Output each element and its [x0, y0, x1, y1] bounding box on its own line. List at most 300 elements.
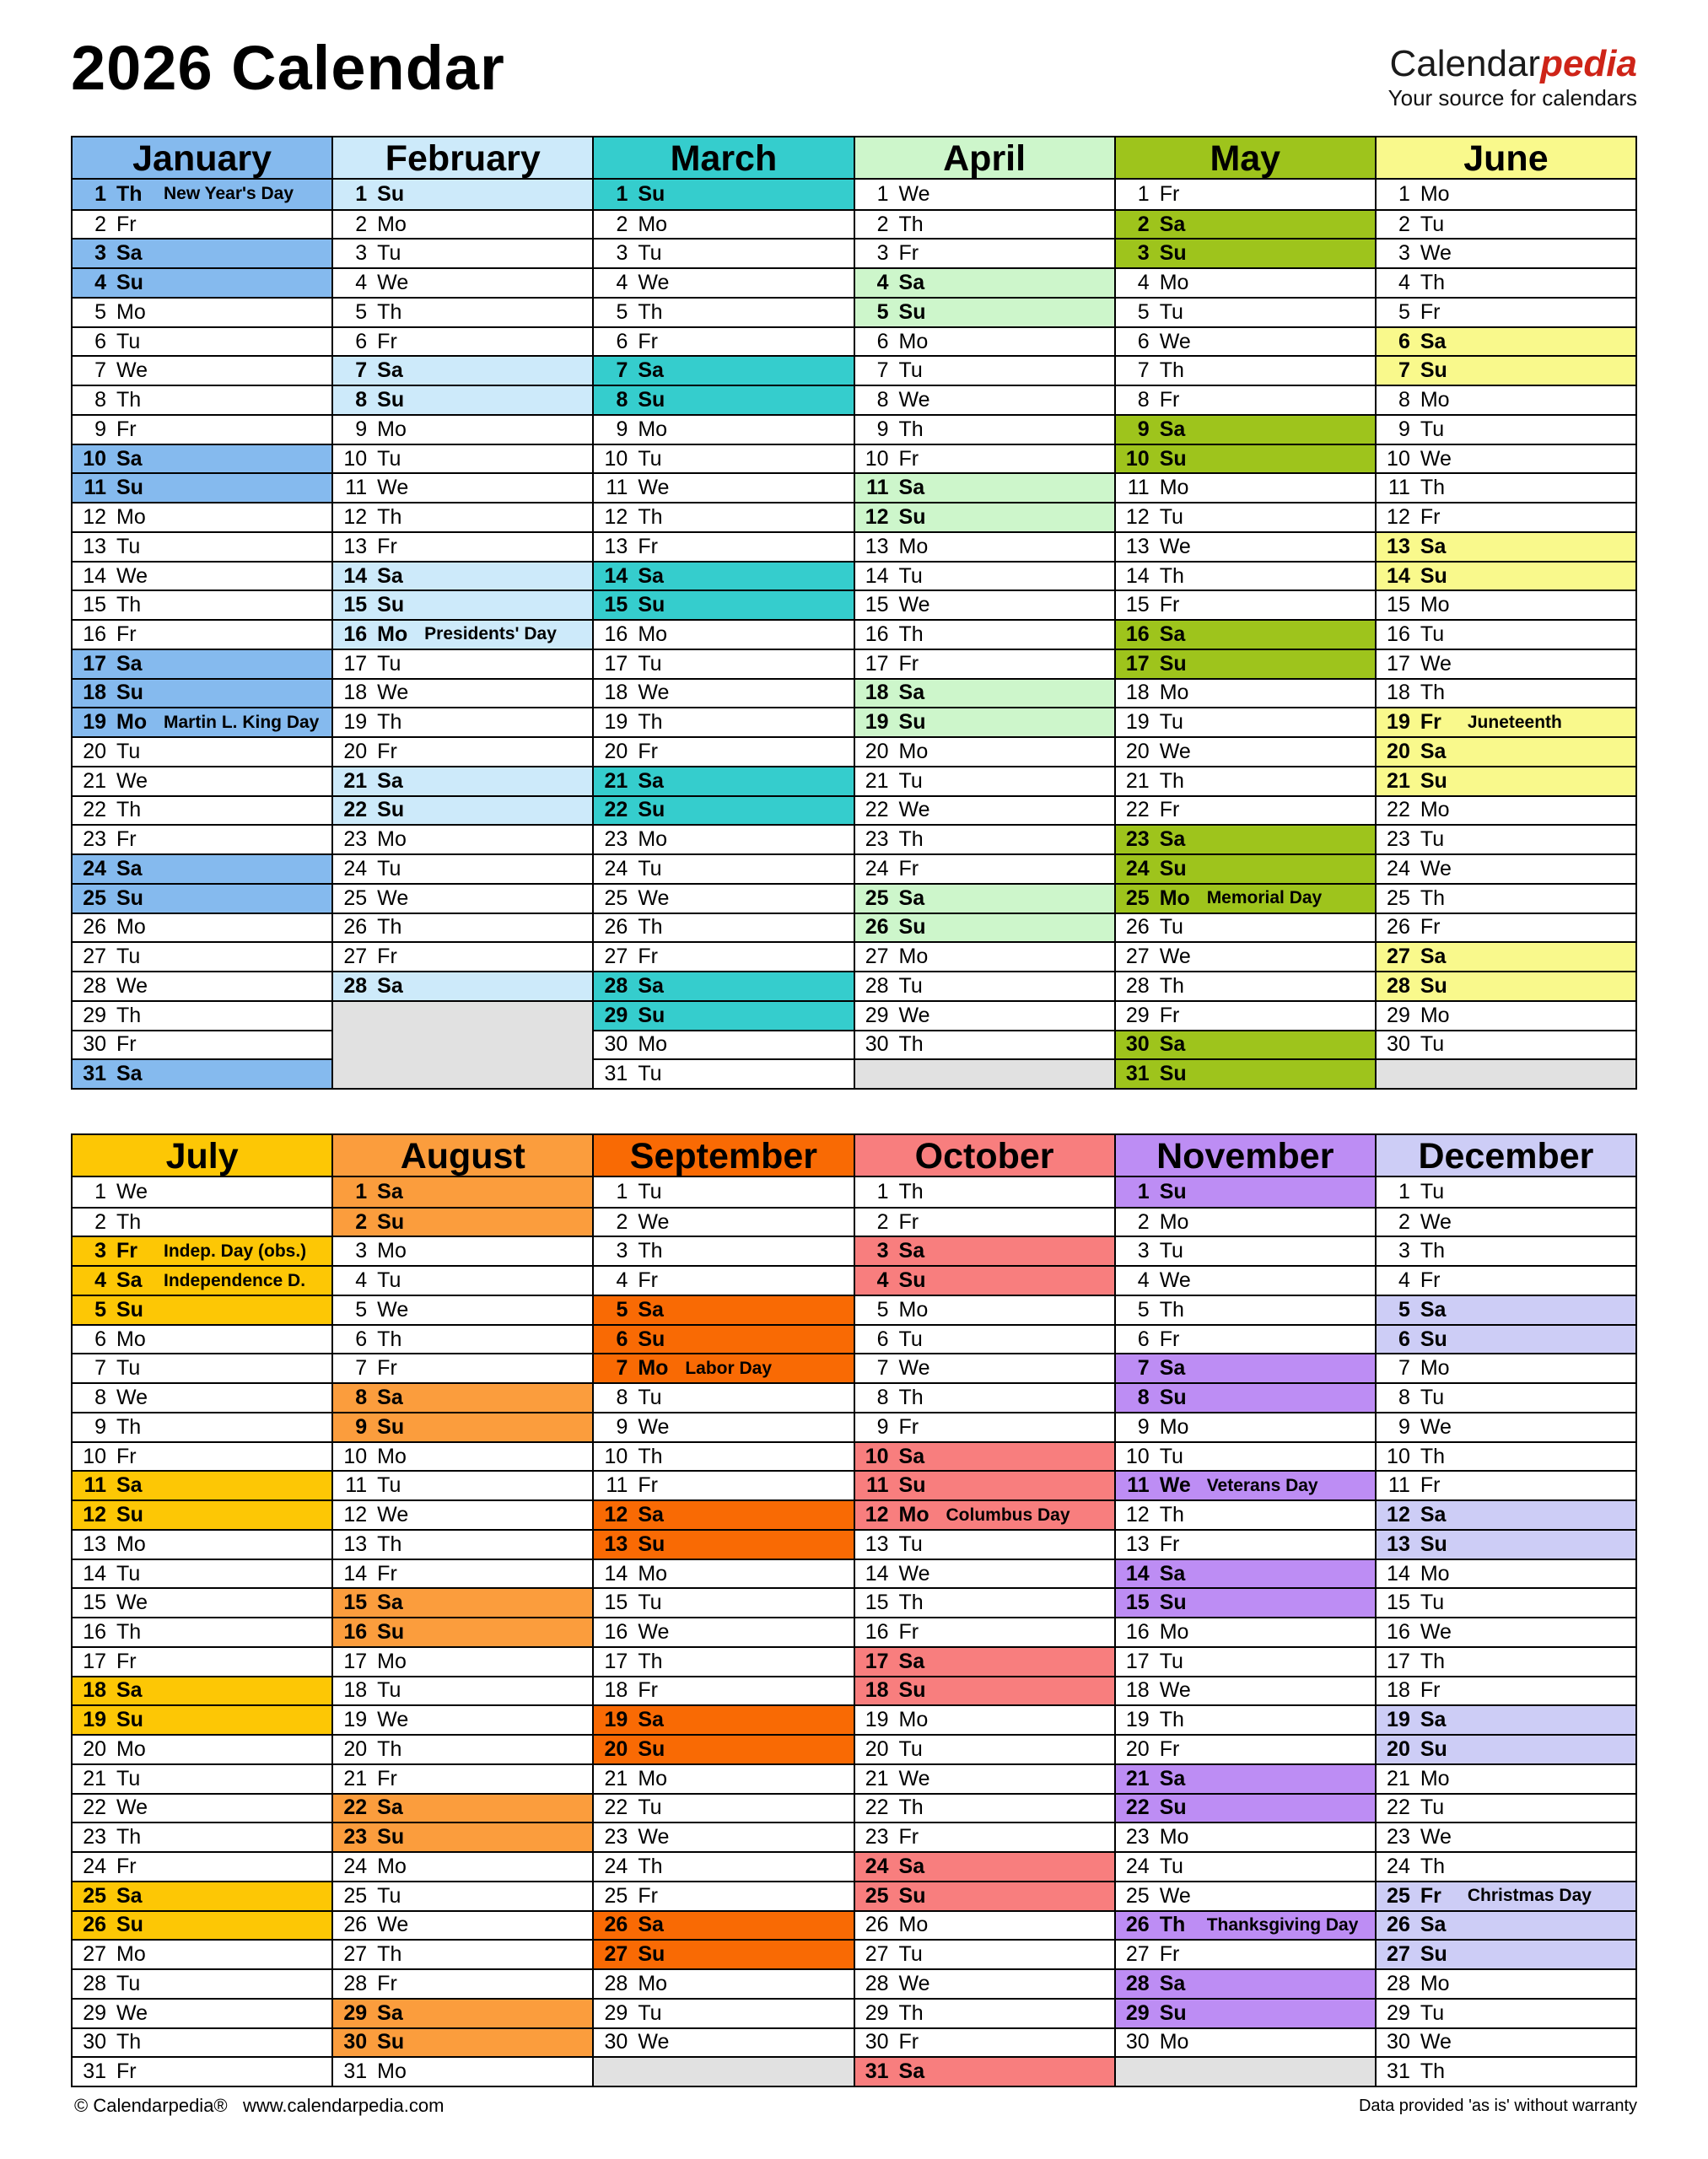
month-header-january: January	[73, 137, 331, 180]
day-number: 28	[604, 1971, 628, 1995]
day-number: 22	[1125, 798, 1150, 822]
weekday-abbr: Sa	[116, 1883, 143, 1908]
day-number: 30	[83, 2030, 106, 2054]
weekday-abbr: Sa	[898, 2059, 925, 2084]
weekday-abbr: Tu	[116, 534, 141, 558]
day-number: 23	[343, 827, 368, 852]
day-row	[1377, 326, 1635, 356]
weekday-abbr: Su	[1159, 1386, 1187, 1410]
weekday-abbr: Fr	[1420, 299, 1441, 324]
weekday-abbr: Mo	[377, 622, 408, 646]
day-number: 17	[83, 1649, 106, 1673]
day-row	[594, 1412, 853, 1441]
day-row	[855, 1412, 1114, 1441]
day-row	[1377, 472, 1635, 502]
day-number: 23	[1125, 1825, 1150, 1849]
day-number: 17	[865, 1649, 889, 1673]
day-number: 15	[604, 1591, 628, 1615]
day-number: 1	[616, 181, 628, 206]
weekday-abbr: Fr	[1159, 181, 1180, 206]
day-number: 5	[1137, 1297, 1150, 1322]
month-column-may	[1114, 137, 1375, 1088]
day-row	[594, 297, 853, 326]
weekday-abbr: We	[377, 886, 409, 910]
day-row	[73, 1529, 331, 1559]
weekday-abbr: Tu	[377, 446, 401, 471]
weekday-abbr: Sa	[898, 1649, 925, 1673]
weekday-abbr: We	[1159, 739, 1191, 763]
holiday-label: New Year's Day	[164, 184, 294, 204]
day-row	[73, 1617, 331, 1646]
day-number: 12	[1387, 1503, 1410, 1527]
day-number: 6	[355, 329, 368, 353]
day-row	[333, 561, 592, 590]
day-number: 16	[343, 622, 368, 646]
holiday-label: Christmas Day	[1467, 1886, 1592, 1906]
day-row	[855, 1704, 1114, 1734]
weekday-abbr: Th	[1420, 1649, 1446, 1673]
day-row	[1377, 1910, 1635, 1940]
day-number: 4	[616, 1268, 628, 1293]
holiday-label: Presidents' Day	[424, 624, 557, 644]
day-row	[73, 1382, 331, 1412]
day-number: 15	[1125, 1591, 1150, 1615]
day-row	[73, 472, 331, 502]
weekday-abbr: Tu	[1420, 212, 1445, 236]
day-row	[1116, 649, 1375, 678]
day-row	[1377, 502, 1635, 531]
weekday-abbr: Su	[898, 299, 926, 324]
month-column-march	[592, 137, 853, 1088]
day-number: 6	[94, 329, 106, 353]
day-number: 22	[604, 1796, 628, 1820]
weekday-abbr: We	[1420, 1619, 1452, 1644]
day-row	[594, 1499, 853, 1529]
weekday-abbr: Fr	[377, 1356, 397, 1381]
weekday-abbr: Th	[116, 798, 142, 822]
weekday-abbr: Su	[1420, 1327, 1447, 1351]
day-number: 28	[343, 973, 368, 998]
day-number: 21	[865, 768, 889, 793]
day-number: 12	[83, 1503, 106, 1527]
day-number: 3	[94, 241, 106, 266]
day-number: 26	[1387, 915, 1410, 940]
day-row	[1377, 1295, 1635, 1324]
weekday-abbr: Su	[377, 388, 405, 412]
weekday-abbr: Th	[1159, 973, 1184, 998]
day-row	[594, 531, 853, 561]
day-row	[1377, 941, 1635, 971]
day-number: 7	[876, 358, 889, 383]
day-row	[1116, 619, 1375, 649]
day-row	[594, 1236, 853, 1265]
day-row	[855, 326, 1114, 356]
weekday-abbr: Th	[377, 1942, 402, 1967]
month-days-july	[73, 1177, 331, 2086]
day-number: 24	[83, 856, 106, 880]
weekday-abbr: Mo	[377, 1444, 407, 1468]
weekday-abbr: Tu	[116, 1561, 141, 1586]
day-row	[855, 1207, 1114, 1236]
day-number: 21	[1125, 1766, 1150, 1790]
day-row	[594, 1382, 853, 1412]
weekday-abbr: We	[1159, 945, 1191, 969]
day-number: 5	[1398, 1297, 1410, 1322]
weekday-abbr: Su	[116, 1503, 143, 1527]
weekday-abbr: Tu	[638, 1796, 662, 1820]
day-row	[333, 707, 592, 736]
day-row	[1377, 824, 1635, 853]
weekday-abbr: We	[898, 1356, 930, 1381]
weekday-abbr: Su	[638, 1942, 665, 1967]
day-row	[855, 913, 1114, 942]
month-days-december	[1377, 1177, 1635, 2086]
day-number: 26	[1125, 1913, 1150, 1937]
holiday-label: Thanksgiving Day	[1206, 1914, 1359, 1935]
day-row	[594, 766, 853, 795]
day-row	[594, 1000, 853, 1030]
day-number: 26	[343, 1913, 368, 1937]
weekday-abbr: Tu	[638, 446, 662, 471]
weekday-abbr: Su	[898, 915, 926, 940]
day-number: 25	[1125, 886, 1150, 910]
day-row	[333, 297, 592, 326]
day-number: 6	[616, 1327, 628, 1351]
day-number: 8	[876, 388, 889, 412]
day-row	[333, 1763, 592, 1793]
day-row	[73, 1177, 331, 1207]
day-number: 23	[343, 1825, 368, 1849]
day-number: 13	[604, 1532, 628, 1556]
day-number: 9	[355, 1414, 368, 1439]
day-row	[1116, 1822, 1375, 1851]
weekday-abbr: We	[377, 681, 409, 705]
day-row	[594, 824, 853, 853]
day-row	[1377, 853, 1635, 883]
day-row	[1377, 1763, 1635, 1793]
day-number: 1	[94, 181, 106, 206]
weekday-abbr: Tu	[377, 1883, 401, 1908]
day-row	[73, 1441, 331, 1471]
day-row	[73, 1559, 331, 1588]
day-row	[1377, 1382, 1635, 1412]
weekday-abbr: Fr	[1159, 1532, 1180, 1556]
day-number: 8	[1398, 1386, 1410, 1410]
day-row	[1377, 1881, 1635, 1910]
day-row	[73, 502, 331, 531]
weekday-abbr: Fr	[116, 1444, 137, 1468]
weekday-abbr: Mo	[377, 1854, 407, 1878]
day-number: 18	[343, 681, 368, 705]
weekday-abbr: Sa	[638, 1708, 664, 1732]
day-row	[594, 1793, 853, 1822]
day-number: 20	[1387, 739, 1410, 763]
day-row	[333, 1324, 592, 1354]
day-number: 20	[1125, 1736, 1150, 1761]
weekday-abbr: Sa	[1420, 945, 1447, 969]
weekday-abbr: Th	[116, 181, 143, 206]
day-number: 23	[83, 1825, 106, 1849]
day-row	[333, 1529, 592, 1559]
day-row	[855, 766, 1114, 795]
day-number: 29	[83, 2000, 106, 2025]
weekday-abbr: We	[116, 1591, 148, 1615]
weekday-abbr: We	[116, 1796, 148, 1820]
day-row	[594, 1910, 853, 1940]
day-number: 24	[343, 856, 368, 880]
day-row	[333, 1881, 592, 1910]
weekday-abbr: Fr	[377, 1766, 397, 1790]
day-number: 8	[1137, 1386, 1150, 1410]
day-number: 1	[1137, 181, 1150, 206]
day-row	[333, 824, 592, 853]
weekday-abbr: Su	[377, 2030, 405, 2054]
weekday-abbr: Th	[1159, 768, 1184, 793]
day-row	[1116, 444, 1375, 473]
day-number: 5	[616, 299, 628, 324]
day-number: 14	[865, 563, 889, 588]
day-number: 8	[616, 1386, 628, 1410]
day-row	[1116, 1763, 1375, 1793]
day-number: 2	[1137, 1209, 1150, 1234]
day-row	[1116, 1470, 1375, 1499]
day-number: 28	[1387, 1971, 1410, 1995]
day-row	[333, 766, 592, 795]
weekday-abbr: We	[638, 2030, 670, 2054]
weekday-abbr: Th	[377, 915, 402, 940]
day-row	[594, 707, 853, 736]
weekday-abbr: Sa	[638, 768, 664, 793]
month-column-january	[73, 137, 331, 1088]
day-row	[594, 1851, 853, 1881]
day-row	[855, 853, 1114, 883]
weekday-abbr: Fr	[377, 1971, 397, 1995]
day-number: 8	[876, 1386, 889, 1410]
day-row	[855, 1939, 1114, 1968]
day-number: 28	[1125, 1971, 1150, 1995]
day-number: 27	[83, 1942, 106, 1967]
day-row	[1377, 1030, 1635, 1059]
day-number: 11	[1127, 476, 1150, 500]
weekday-abbr: Su	[1159, 241, 1187, 266]
day-number: 21	[865, 1766, 889, 1790]
day-row	[73, 1734, 331, 1763]
weekday-abbr: Sa	[116, 1062, 143, 1086]
day-number: 22	[1387, 798, 1410, 822]
weekday-abbr: Mo	[1159, 1209, 1189, 1234]
day-row	[594, 1559, 853, 1588]
day-number: 11	[84, 476, 106, 500]
weekday-abbr: Th	[1159, 358, 1184, 383]
weekday-abbr: Th	[116, 1619, 142, 1644]
weekday-abbr: Th	[638, 710, 663, 735]
day-row	[594, 444, 853, 473]
day-number: 7	[94, 1356, 106, 1381]
weekday-abbr: Tu	[1420, 417, 1445, 441]
weekday-abbr: Mo	[638, 1356, 669, 1381]
day-number: 15	[1387, 1591, 1410, 1615]
day-row	[1116, 1734, 1375, 1763]
weekday-abbr: Th	[1420, 271, 1446, 295]
weekday-abbr: Tu	[898, 1532, 923, 1556]
day-row	[594, 267, 853, 297]
weekday-abbr: Su	[638, 1736, 665, 1761]
weekday-abbr: Th	[116, 1209, 142, 1234]
month-header-november: November	[1116, 1135, 1375, 1177]
weekday-abbr: Su	[898, 1268, 926, 1293]
weekday-abbr: Su	[638, 1532, 665, 1556]
weekday-abbr: Fr	[377, 534, 397, 558]
day-number: 2	[1137, 212, 1150, 236]
weekday-abbr: Sa	[377, 1796, 403, 1820]
day-number: 8	[355, 388, 368, 412]
day-number: 5	[876, 299, 889, 324]
holiday-label: Independence D.	[164, 1270, 306, 1290]
day-row	[594, 385, 853, 414]
day-number: 20	[83, 739, 106, 763]
day-number: 11	[606, 476, 628, 500]
weekday-abbr: Mo	[377, 1239, 407, 1263]
day-number: 22	[604, 798, 628, 822]
month-days-february	[333, 180, 592, 1088]
day-number: 4	[355, 1268, 368, 1293]
day-row	[333, 853, 592, 883]
month-days-may	[1116, 180, 1375, 1088]
day-row	[1116, 1587, 1375, 1617]
day-row	[333, 2056, 592, 2086]
day-number: 26	[865, 1913, 889, 1937]
weekday-abbr: Sa	[638, 1297, 664, 1322]
day-number: 22	[1387, 1796, 1410, 1820]
day-row	[855, 1676, 1114, 1705]
day-row	[855, 1529, 1114, 1559]
day-number: 19	[865, 710, 889, 735]
weekday-abbr: We	[116, 358, 148, 383]
day-number: 10	[1125, 1444, 1150, 1468]
day-number: 8	[616, 388, 628, 412]
day-row	[1377, 355, 1635, 385]
weekday-abbr: Su	[638, 593, 665, 617]
month-days-march	[594, 180, 853, 1088]
day-row	[73, 1793, 331, 1822]
day-number: 18	[604, 1678, 628, 1703]
day-number: 17	[1387, 651, 1410, 676]
day-row	[333, 1441, 592, 1471]
weekday-abbr: Fr	[898, 856, 919, 880]
weekday-abbr: Su	[1159, 2000, 1187, 2025]
day-number: 18	[1387, 1678, 1410, 1703]
day-number: 21	[1387, 1766, 1410, 1790]
day-row	[333, 619, 592, 649]
day-row	[73, 1822, 331, 1851]
day-number: 20	[343, 1736, 368, 1761]
empty-days-filler	[594, 2056, 853, 2086]
day-row	[333, 1704, 592, 1734]
weekday-abbr: Tu	[377, 241, 401, 266]
day-number: 13	[865, 1532, 889, 1556]
day-row	[1377, 1587, 1635, 1617]
day-number: 24	[83, 1854, 106, 1878]
day-number: 16	[1125, 1619, 1150, 1644]
day-number: 12	[865, 1503, 889, 1527]
day-number: 5	[355, 1297, 368, 1322]
weekday-abbr: Fr	[116, 827, 137, 852]
day-row	[1116, 971, 1375, 1000]
day-row	[1116, 1559, 1375, 1588]
day-row	[333, 1822, 592, 1851]
day-number: 14	[1125, 1561, 1150, 1586]
day-row	[1116, 1968, 1375, 1998]
day-number: 3	[616, 1239, 628, 1263]
day-number: 29	[1125, 2000, 1150, 2025]
weekday-abbr: Tu	[1420, 1032, 1445, 1057]
day-row	[855, 1470, 1114, 1499]
weekday-abbr: We	[1159, 1678, 1191, 1703]
day-row	[1116, 1851, 1375, 1881]
month-days-august	[333, 1177, 592, 2086]
day-row	[594, 1968, 853, 1998]
day-row	[855, 1998, 1114, 2027]
weekday-abbr: We	[638, 1209, 670, 1234]
day-number: 2	[94, 212, 106, 236]
weekday-abbr: Fr	[116, 417, 137, 441]
weekday-abbr: Tu	[377, 1473, 401, 1498]
weekday-abbr: We	[1420, 446, 1452, 471]
day-row	[855, 1763, 1114, 1793]
month-column-april	[854, 137, 1114, 1088]
day-row	[1377, 267, 1635, 297]
weekday-abbr: Sa	[638, 973, 664, 998]
day-number: 16	[865, 622, 889, 646]
weekday-abbr: We	[116, 563, 148, 588]
day-row	[333, 1734, 592, 1763]
day-number: 7	[1137, 1356, 1150, 1381]
day-number: 24	[865, 856, 889, 880]
day-row	[594, 1324, 853, 1354]
day-row	[1377, 1529, 1635, 1559]
day-number: 21	[343, 768, 368, 793]
day-row	[1377, 1939, 1635, 1968]
day-row	[333, 1353, 592, 1382]
month-days-november	[1116, 1177, 1375, 2086]
month-column-june	[1375, 137, 1635, 1088]
day-number: 3	[1137, 241, 1150, 266]
day-row	[1377, 1822, 1635, 1851]
month-column-august	[331, 1135, 592, 2086]
day-number: 22	[343, 798, 368, 822]
day-number: 8	[94, 388, 106, 412]
day-row	[594, 619, 853, 649]
day-number: 28	[1125, 973, 1150, 998]
day-row	[594, 414, 853, 444]
day-number: 20	[865, 1736, 889, 1761]
holiday-label: Labor Day	[685, 1358, 773, 1378]
weekday-abbr: Th	[638, 1444, 663, 1468]
day-row	[333, 1499, 592, 1529]
day-row	[855, 590, 1114, 619]
day-number: 27	[1387, 945, 1410, 969]
weekday-abbr: Mo	[898, 534, 929, 558]
day-row	[594, 561, 853, 590]
day-row	[1116, 1236, 1375, 1265]
day-number: 30	[1387, 1032, 1410, 1057]
weekday-abbr: We	[1420, 241, 1452, 266]
day-number: 13	[1125, 1532, 1150, 1556]
weekday-abbr: Sa	[898, 886, 925, 910]
day-row	[855, 502, 1114, 531]
day-number: 22	[83, 798, 106, 822]
day-row	[73, 1704, 331, 1734]
